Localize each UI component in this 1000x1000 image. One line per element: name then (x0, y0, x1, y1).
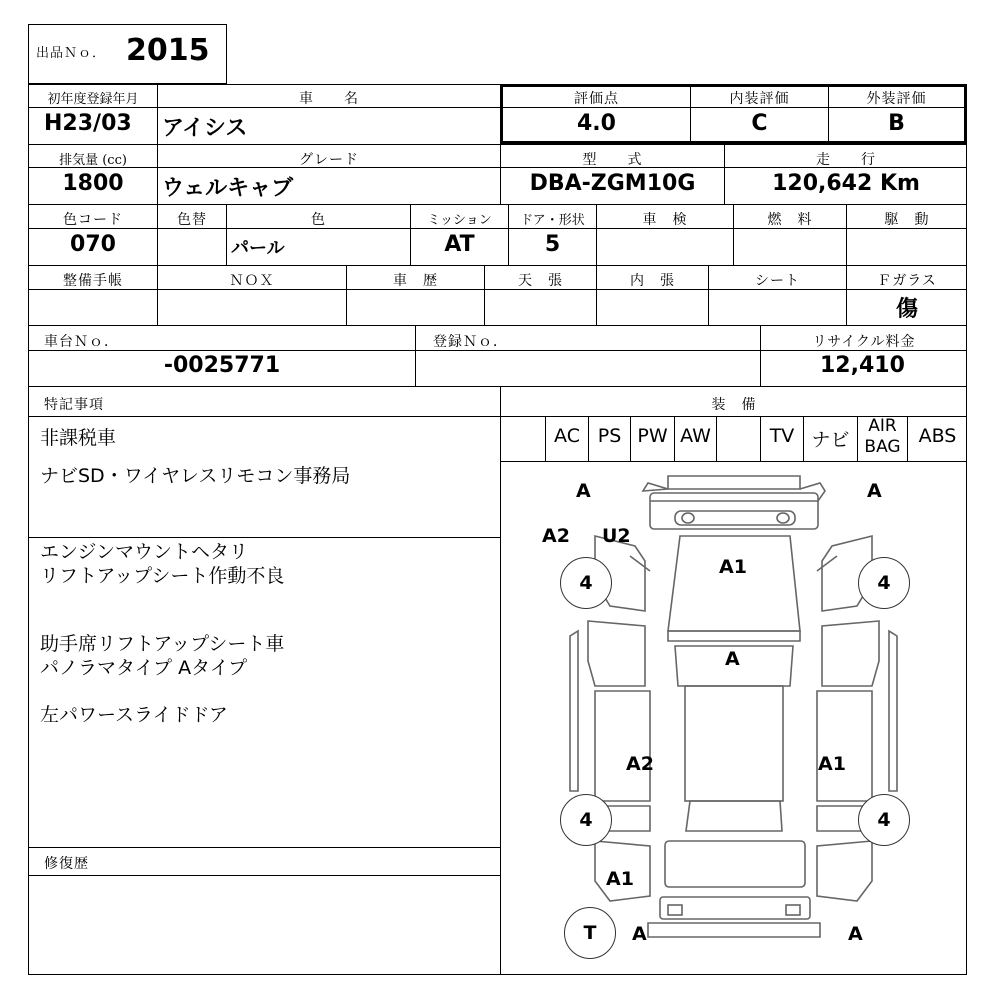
registration-label: 登録Ｎｏ． (433, 334, 508, 350)
sunroof-label: 天 張 (518, 273, 563, 289)
mark-u2-left: U2 (602, 525, 631, 547)
car-name-value: アイシス (162, 116, 248, 141)
seat-label: シート (755, 273, 800, 289)
transmission-label: ミッション (427, 213, 492, 228)
chassis-value: -0025771 (163, 353, 281, 378)
interior-value: C (751, 111, 768, 136)
mark-hood: A1 (719, 556, 747, 578)
recycle-value: 12,410 (820, 353, 905, 378)
equipment-label: 装 備 (711, 397, 757, 413)
fuel-label: 燃 料 (767, 212, 813, 228)
car-name-label: 車 名 (299, 91, 359, 107)
f-glass-label: Ｆガラス (877, 273, 937, 289)
tire-rear-left: 4 (560, 794, 612, 846)
nox-label: ＮＯＸ (229, 273, 275, 289)
note-line-2: ナビSD・ワイヤレスリモコン事務局 (40, 465, 351, 487)
note-line-4: リフトアップシート作動不良 (40, 565, 285, 587)
color-label: 色 (311, 212, 326, 228)
drive-label: 駆 動 (884, 212, 930, 228)
mark-front-right: A (867, 480, 882, 502)
mark-rear-bottom-left: A (632, 923, 647, 945)
maintenance-label: 整備手帳 (63, 273, 123, 289)
notes-label: 特記事項 (44, 397, 104, 413)
note-line-1: 非課税車 (40, 427, 117, 449)
exterior-value: B (888, 111, 905, 136)
history-label: 車 歴 (393, 273, 438, 289)
score-label: 評価点 (574, 91, 619, 107)
color-code-label: 色コード (63, 212, 123, 228)
interior-roof-label: 内 張 (630, 273, 675, 289)
f-glass-value: 傷 (895, 297, 918, 322)
tire-front-left: 4 (560, 557, 612, 609)
transmission-value: AT (444, 232, 475, 257)
tire-rear-right: 4 (858, 794, 910, 846)
displacement-value: 1800 (62, 171, 124, 196)
doors-value: 5 (544, 232, 561, 257)
score-value: 4.0 (577, 111, 616, 136)
equip-abs: ABS (918, 425, 957, 447)
equip-aw: AW (680, 425, 711, 447)
note-line-3: エンジンマウントヘタリ (40, 541, 249, 563)
lot-label: 出品Ｎｏ． (36, 46, 107, 61)
exterior-label: 外装評価 (866, 91, 927, 107)
interior-label: 内装評価 (729, 91, 790, 107)
equip-airbag: AIR BAG (864, 416, 901, 457)
repair-history-label: 修復歴 (44, 856, 89, 872)
mark-roof: A (725, 648, 740, 670)
mileage-value: 120,642 Km (772, 171, 920, 196)
mark-front-left: A (576, 480, 591, 502)
inspection-label: 車 検 (642, 212, 688, 228)
mark-left-side: A2 (626, 753, 654, 775)
lot-number: 2015 (126, 33, 210, 68)
note-line-5: 助手席リフトアップシート車 (40, 633, 285, 655)
tire-spare: T (564, 907, 616, 959)
equip-pw: PW (637, 425, 668, 447)
recycle-label: リサイクル料金 (812, 334, 916, 350)
note-line-7: 左パワースライドドア (40, 704, 228, 726)
color-code-value: 070 (70, 232, 116, 257)
mileage-label: 走 行 (816, 152, 876, 168)
color-value: パール (231, 238, 285, 259)
mark-rear-left: A1 (606, 868, 634, 890)
displacement-label: 排気量 (cc) (59, 153, 127, 168)
mark-right-side: A1 (818, 753, 846, 775)
equip-tv: TV (769, 425, 795, 447)
first-reg-value: H23/03 (44, 111, 132, 136)
note-line-6: パノラマタイプ Aタイプ (40, 657, 248, 679)
grade-label: グレード (299, 152, 359, 168)
car-diagram (500, 461, 967, 975)
grade-value: ウェルキャブ (162, 176, 294, 201)
doors-label: ドア・形状 (520, 213, 585, 228)
repaint-label: 色替 (177, 212, 207, 228)
chassis-label: 車台Ｎｏ． (44, 334, 119, 350)
equip-ps: PS (597, 425, 622, 447)
model-value: DBA-ZGM10G (529, 171, 696, 196)
equip-navi: ナビ (811, 429, 850, 451)
tire-front-right: 4 (858, 557, 910, 609)
model-label: 型 式 (582, 152, 643, 168)
mark-a2-left: A2 (542, 525, 570, 547)
first-reg-label: 初年度登録年月 (47, 92, 139, 107)
equip-ac: AC (554, 425, 580, 447)
mark-rear-bottom-right: A (848, 923, 863, 945)
